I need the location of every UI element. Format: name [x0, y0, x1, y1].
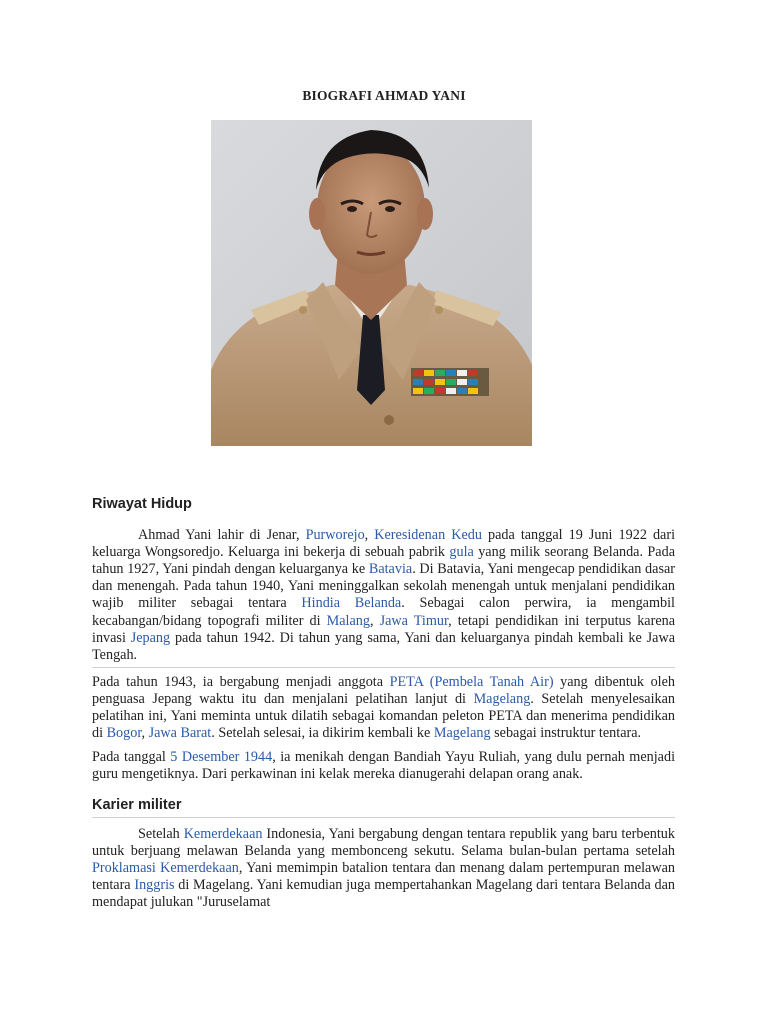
link-hindia-belanda[interactable]: Hindia Belanda: [301, 595, 402, 612]
link-inggris[interactable]: Inggris: [134, 876, 175, 893]
text: ,: [364, 527, 375, 544]
link-proklamasi-kemerdekaan[interactable]: Proklamasi Kemerdekaan: [92, 859, 239, 876]
portrait-image: [211, 120, 532, 446]
text: . Di Batavia, Yani mengecap pendidikan dasar dan menengah. Pada tahun 1940, Yani meninggalkan sekolah menengah untuk menjalani pendidikan wajib militer sebagai tentara: [92, 561, 675, 612]
paragraph-karier-1: [92, 826, 675, 911]
link-5-desember-1944[interactable]: 5 Desember 1944: [170, 749, 273, 766]
text: pada tahun 1942. Di tahun yang sama, Yani dan keluarganya pindah kembali ke Jawa Tengah.: [92, 629, 675, 663]
paragraph-riwayat-3: [92, 749, 675, 783]
text: Pada tahun 1943, ia bergabung menjadi anggota: [92, 673, 390, 690]
text: , tetapi pendidikan ini terputus karena invasi: [92, 612, 676, 646]
paragraph-riwayat-1: [92, 527, 675, 664]
text: sebagai instruktur tentara.: [490, 725, 642, 742]
text: ,: [369, 612, 380, 629]
document-body: [92, 496, 675, 911]
text: Ahmad Yani lahir di Jenar,: [138, 527, 306, 544]
text: Setelah: [138, 825, 184, 842]
text: yang milik seorang Belanda. Pada tahun 1927, Yani pindah dengan keluarganya ke: [92, 544, 675, 578]
link-jawa-barat[interactable]: Jawa Barat: [148, 725, 212, 742]
link-bogor[interactable]: Bogor: [106, 725, 142, 742]
text: , ia menikah dengan Bandiah Yayu Ruliah, yang dulu pernah menjadi guru mengetiknya. Dari perkawinan ini kelak mereka dianugerahi delapan orang anak.: [92, 749, 676, 783]
text: Indonesia, Yani bergabung dengan tentara republik yang baru terbentuk untuk berjuang melawan Belanda yang membonceng sekutu. Selama bulan-bulan pertama setelah: [92, 825, 675, 859]
text: di Magelang. Yani kemudian juga mempertahankan Magelang dari tentara Belanda dan mendapat julukan "Juruselamat: [92, 876, 676, 910]
link-batavia[interactable]: Batavia: [368, 561, 413, 578]
link-magelang[interactable]: Magelang: [473, 690, 531, 707]
link-magelang-2[interactable]: Magelang: [433, 725, 491, 742]
text: , Yani memimpin batalion tentara dan menang dalam pertempuran melawan tentara: [92, 859, 675, 893]
document-title: BIOGRAFI AHMAD YANI: [302, 88, 466, 103]
text: Pada tanggal: [92, 749, 171, 766]
paragraph-riwayat-2: [92, 674, 675, 742]
link-kemerdekaan[interactable]: Kemerdekaan: [183, 825, 263, 842]
link-peta[interactable]: PETA (Pembela Tanah Air): [389, 673, 554, 690]
text: . Setelah selesai, ia dikirim kembali ke: [211, 725, 434, 742]
text: . Setelah menyelesaikan pelatihan ini, Yani meminta untuk dilatih sebagai komandan peleton PETA dan menerima pendidikan di: [92, 690, 676, 742]
medal-ribbons: [411, 368, 489, 396]
link-gula[interactable]: gula: [449, 544, 474, 561]
text: pada tanggal 19 Juni 1922 dari keluarga Wongsoredjo. Keluarga ini bekerja di sebuah pabrik: [92, 527, 676, 561]
link-purworejo[interactable]: Purworejo: [305, 527, 365, 544]
text: ,: [141, 725, 149, 742]
link-keresidenan-kedu[interactable]: Keresidenan Kedu: [374, 527, 482, 544]
section-heading-riwayat: Riwayat Hidup: [92, 496, 192, 512]
link-malang[interactable]: Malang: [326, 612, 370, 629]
section-heading-karier: Karier militer: [92, 797, 675, 817]
portrait-photo: [211, 120, 532, 446]
link-jepang[interactable]: Jepang: [130, 629, 171, 646]
text: yang dibentuk oleh penguasa Jepang waktu itu dan menjalani pelatihan lanjut di: [92, 673, 675, 707]
divider: [92, 667, 675, 668]
text: . Sebagai calon perwira, ia mengambil kecabangan/bidang topografi militer di: [92, 595, 675, 629]
link-jawa-timur[interactable]: Jawa Timur: [379, 612, 449, 629]
